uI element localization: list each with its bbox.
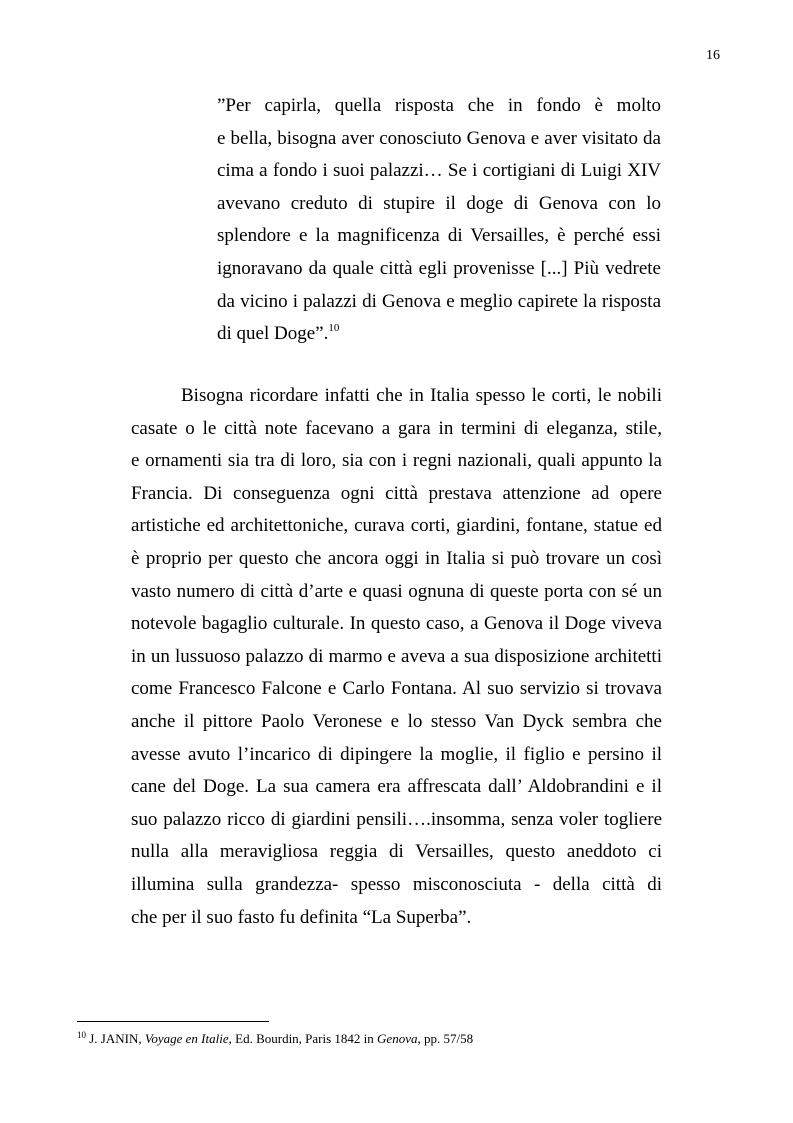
footnote-number: 10	[77, 1030, 86, 1040]
page-number: 16	[706, 48, 720, 63]
footnote-separator	[77, 1021, 269, 1022]
paragraph-line: notevole bagaglio culturale. In questo caso, a Genova il Doge viveva	[131, 613, 662, 635]
footnote-source: Genova	[377, 1031, 418, 1046]
footnote-author: J. JANIN,	[86, 1031, 145, 1046]
paragraph-line: Francia. Di conseguenza ogni città prestava attenzione ad opere	[131, 482, 662, 504]
footnote-publisher: , Ed. Bourdin, Paris 1842 in	[228, 1031, 378, 1046]
quote-line: ignoravano da quale città egli provenisse [...] Più vedrete	[217, 257, 661, 279]
paragraph-line: anche il pittore Paolo Veronese e lo stesso Van Dyck sembra che	[131, 710, 662, 732]
body-paragraph	[131, 380, 662, 934]
footnote-reference: 10	[328, 322, 340, 335]
paragraph-line: come Francesco Falcone e Carlo Fontana. Al suo servizio si trovava	[131, 678, 662, 700]
footnote-pages: , pp. 57/58	[417, 1031, 474, 1046]
footnote	[77, 1030, 717, 1048]
quote-line: di quel Doge”.	[217, 323, 329, 345]
quote-line: splendore e la magnificenza di Versailles, è perché essi	[217, 225, 661, 247]
quote-last-line	[217, 318, 661, 351]
paragraph-line: avesse avuto l’incarico di dipingere la moglie, il figlio e persino il	[131, 743, 662, 765]
paragraph-line: Bisogna ricordare infatti che in Italia spesso le corti, le nobili	[181, 385, 662, 406]
quote-line: ”Per capirla, quella risposta che in fondo è molto	[217, 95, 661, 116]
paragraph-line: vasto numero di città d’arte e quasi ognuna di queste porta con sé un	[131, 580, 662, 602]
paragraph-line: in un lussuoso palazzo di marmo e aveva a sua disposizione architetti	[131, 645, 662, 667]
paragraph-line: che per il suo fasto fu definita “La Superba”.	[131, 906, 472, 928]
paragraph-line: nulla alla meravigliosa reggia di Versailles, questo aneddoto ci	[131, 841, 662, 863]
paragraph-line: casate o le città note facevano a gara in termini di eleganza, stile,	[131, 417, 662, 439]
paragraph-line: artistiche ed architettoniche, curava corti, giardini, fontane, statue ed	[131, 515, 662, 537]
paragraph-line: è proprio per questo che ancora oggi in Italia si può trovare un così	[131, 547, 662, 569]
paragraph-line: suo palazzo ricco di giardini pensili….insomma, senza voler togliere	[131, 808, 662, 830]
footnote-title: Voyage en Italie	[144, 1031, 229, 1046]
paragraph-line: illumina sulla grandezza- spesso misconosciuta - della città di	[131, 873, 662, 895]
block-quote	[217, 90, 661, 351]
quote-line: e bella, bisogna aver conosciuto Genova e aver visitato da	[217, 127, 661, 149]
quote-line: cima a fondo i suoi palazzi… Se i cortigiani di Luigi XIV	[217, 160, 661, 182]
paragraph-line: e ornamenti sia tra di loro, sia con i regni nazionali, quali appunto la	[131, 450, 662, 472]
quote-line: da vicino i palazzi di Genova e meglio capirete la risposta	[217, 290, 661, 312]
quote-line: avevano creduto di stupire il doge di Genova con lo	[217, 192, 661, 214]
paragraph-line: cane del Doge. La sua camera era affrescata dall’ Aldobrandini e il	[131, 776, 662, 798]
